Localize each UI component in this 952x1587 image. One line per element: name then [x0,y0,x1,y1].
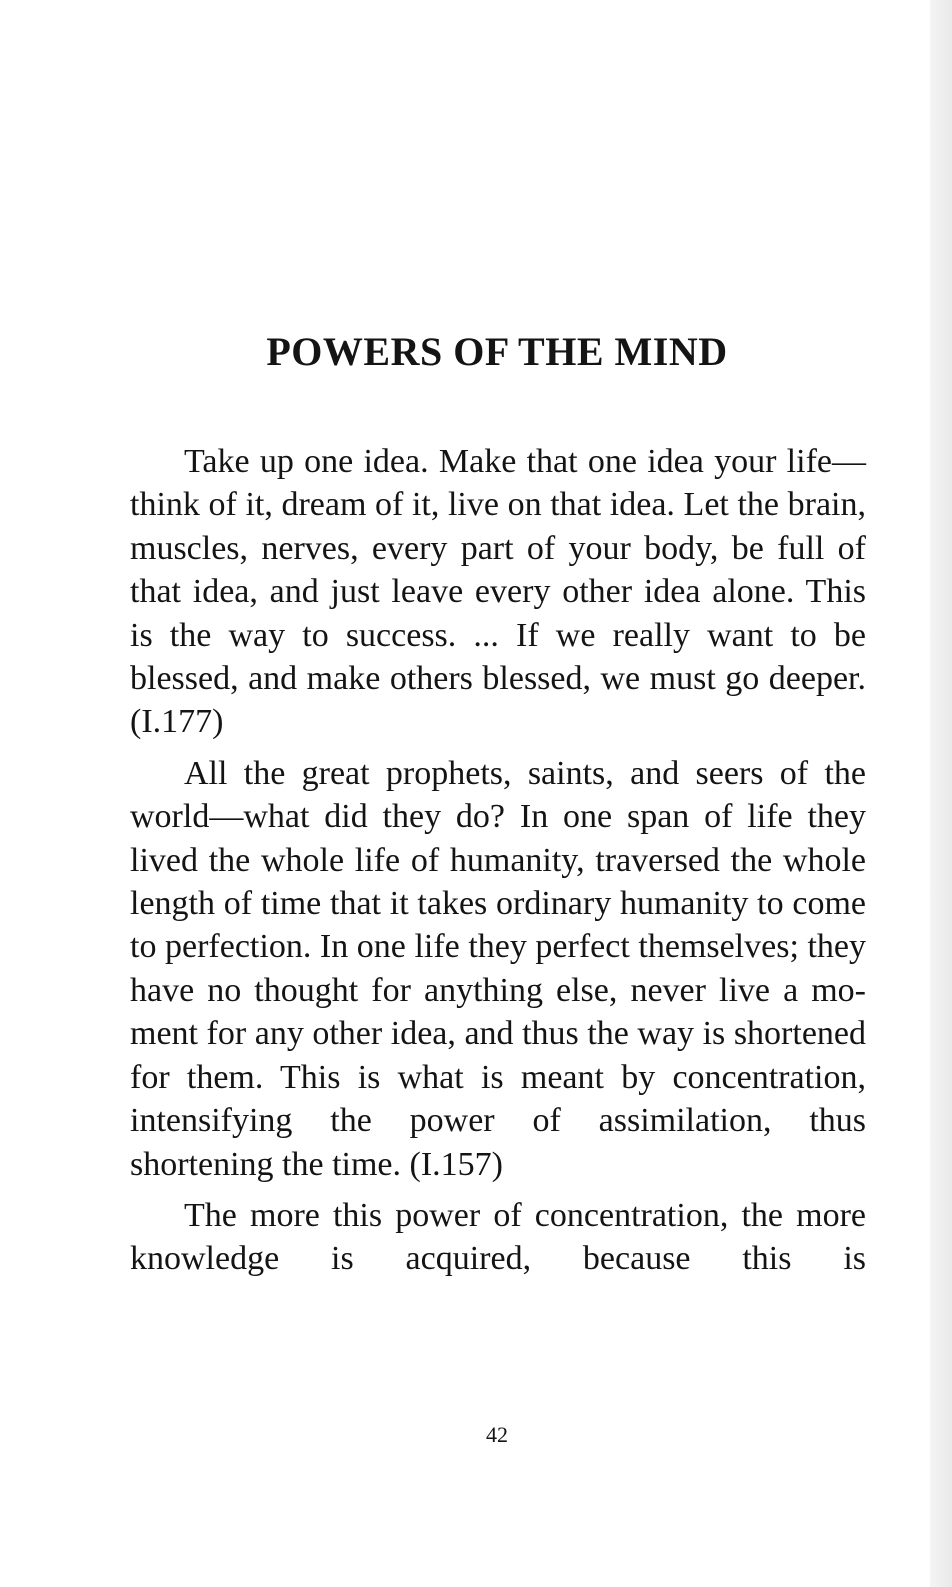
paragraph-1: Take up one idea. Make that one idea your life—think of it, dream of it, live on that idea. Let the brain, muscles, nerves, every part of your body, be full of that idea, and just leave every other idea alone. This is the way to success. ... If we really want to be blessed, and make others blessed, we must go deeper. (I.177) [130,443,866,741]
page-number: 42 [486,1422,508,1447]
paragraph-2: All the great prophets, saints, and seers of the world—what did they do? In one span of life they lived the whole life of humanity, traversed the whole length of time that it takes ordinary humanity to come to perfection. In one life they perfect themselves; they have no thought for anything else, never live a moment for any other idea, and thus the way is shortened for them. This is what is meant by concentration, intensifying the power of assimilation, thus shortening the time. (I.157) [130,754,866,1183]
chapter-title: POWERS OF THE MIND [266,329,728,374]
page-edge-shadow [930,0,952,1587]
paragraph-3: The more this power of concentration, the more knowledge is acquired, because this is [130,1196,866,1278]
body-text [130,440,866,1289]
